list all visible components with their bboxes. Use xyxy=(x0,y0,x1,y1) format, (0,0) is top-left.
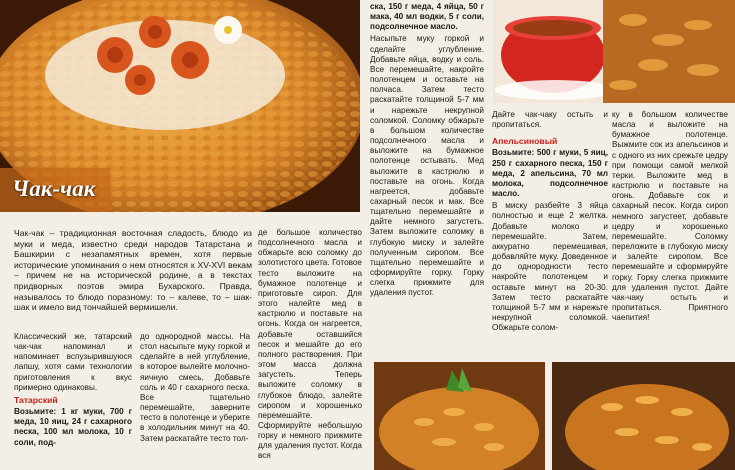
column-5-top: Дайте чак-чаку остыть и пропитаться. xyxy=(492,110,608,130)
column-5 xyxy=(492,110,608,358)
article-title: Чак-чак xyxy=(12,176,96,201)
intro-text: Чак-чак – традиционная восточная сладость, блюдо из муки и меда, известно среди народов Татарстана и Башкирии с незапамятных времен, хотя первые исторические упоминания о нем относятся к XV-XVI векам – причем не на исторической родине, а в текстах придворных поэтов эмира Бухарского. Правда, называлось то блюдо поразному: то – калеве, то – шак-шак и имело вид тончайшей вермишели. xyxy=(14,228,252,313)
column-4 xyxy=(370,2,484,357)
column-4-ingredients: ска, 150 г меда, 4 яйца, 50 г мака, 40 мл водки, 5 г соли, подсолнечное масло. xyxy=(370,2,484,32)
tatar-heading: Татарский xyxy=(14,394,58,405)
column-1-text: Классический же, татарский чак-чак напоминал и напоминает вспузырившуюся лапшу, хотя сами технологии приготовления к вкус примерно одинаковы. xyxy=(14,332,132,392)
chakchak-photo-left xyxy=(374,362,545,470)
column-1 xyxy=(14,332,132,470)
chakchak-photo-right xyxy=(552,362,735,470)
orange-heading: Апельсиновый xyxy=(492,136,558,147)
column-6: ку в большом количестве масла и выложите на бумажное полотенце. Выжмите сок из апельсинов и с одного из них срежьте цедру при помощи самой мелкой терки. Выложите мед в кастрюлю и поставьте на огонь. Добавьте сок и сахарный песок. Когда сироп немного загустеет, добавьте цедру и хорошенько перемешайте. Соломку переложите в глубокую миску и залейте сиропом. Все перемешайте и сформируйте горку. Горку слегка прижмите для удаления пустот. Дайте чак-чаку остыть и пропитаться. Приятного чаепития! xyxy=(612,110,728,323)
column-3: де большое количество подсолнечного масла и обжарьте всю соломку до золотистого цвета. Готовое тесто выложите на бумажное полотенце и приготовьте сироп. Для этого налейте мед в кастрюлю и поставьте на огонь. Когда он нагреется, добавьте оставшийся песок и мешайте до его полного растворения. При этом масса должна загустеть. Теперь выложите соломку в глубокое блюдо, залейте сиропом и хорошенько перемешайте. Сформируйте небольшую горку и немного прижмите для удаления пустот. Когда вся xyxy=(258,228,362,461)
tatar-ingredients: Возьмите: 1 кг муки, 700 г меда, 10 яиц, 24 г сахарного песка, 100 мл молока, 10 г соли, под- xyxy=(14,407,132,447)
column-2: до однородной массы. На стол насыпьте муку горкой и сделайте в ней углубление, в которое вылейте молочно-яичную смесь. Добавьте соль и 40 г сахарного песка. Все тщательно перемешайте, заверните тесто в полотенце и уберите в холодильник минут на 40. Затем раскатайте тесто тол- xyxy=(140,332,250,443)
orange-ingredients: Возьмите: 500 г муки, 5 яиц, 250 г сахарного песка, 150 г меда, 2 апельсина, 70 мл молока, подсолнечное масло. xyxy=(492,148,608,199)
column-4-text: Насыпьте муку горкой и сделайте углубление. Добавьте яйца, водку и соль. Все перемешайте, накройте полотенцем и оставьте на полчаса. Затем тесто раскатайте толщиной 5-7 мм и нарежьте некрупной соломкой. Соломку обжарьте в большом количестве подсолнечного масла и выложите на бумажное полотенце остывать. Мед выложите в кастрюлю и поставьте на огонь. Когда нагреется, добавьте сахарный песок и мак. Все тщательно перемешайте и дайте немного загустеть. Затем выложите соломку в глубокую миску и залейте полученным сиропом. Все тщательно перемешайте и сформируйте горку. Горку слегка прижмите для удаления пустот. xyxy=(370,34,484,298)
tea-photo xyxy=(493,0,735,103)
column-5-text: В миску разбейте 3 яйца полностью и еще 2 желтка. Добавьте молоко и перемешайте. Затем, аккуратно перемешивая, добавляйте муку. Доведенное до однородности тесто накройте полотенцем и оставьте минут на 20-30. Затем тесто раскатайте толщиной 5-7 мм и нарежьте некрупной соломкой. Обжарьте солом- xyxy=(492,201,608,333)
